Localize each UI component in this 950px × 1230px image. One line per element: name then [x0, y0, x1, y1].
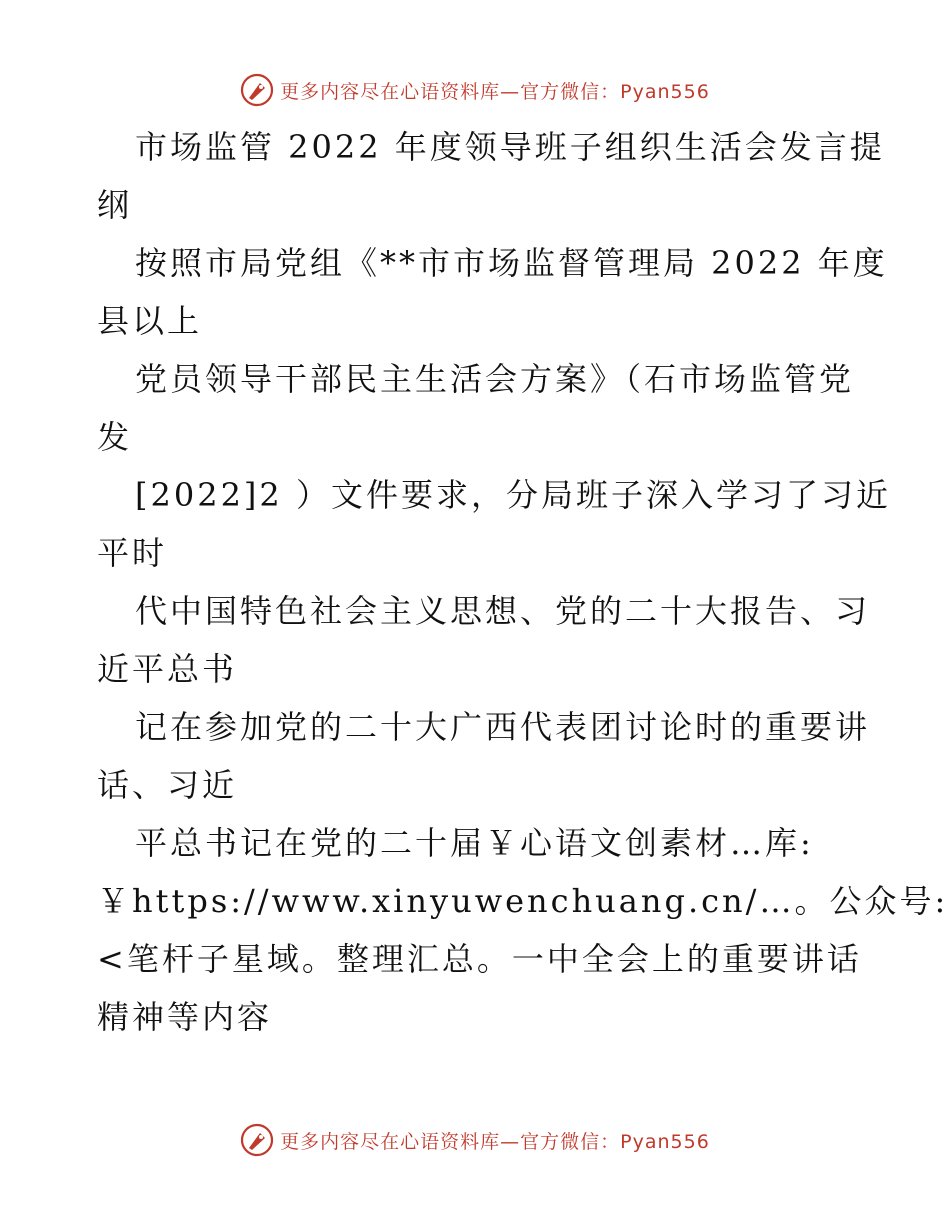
doc-line: [2022]2 ）文件要求，分局班子深入学习了习近: [135, 476, 891, 514]
doc-line: 按照市局党组《**市市场监督管理局 2022 年度: [135, 244, 888, 282]
doc-line: 党员领导干部民主生活会方案》（石市场监管党: [135, 360, 855, 398]
banner-text: 更多内容尽在心语资料库—官方微信：Pyan556: [280, 80, 710, 103]
footer-banner: [0, 1120, 950, 1160]
doc-line: 发: [97, 418, 133, 456]
doc-line: <笔杆子星域。整理汇总。一中全会上的重要讲话: [97, 940, 862, 978]
pen-nib-logo-icon: [240, 73, 274, 107]
doc-line: 代中国特色社会主义思想、党的二十大报告、习: [135, 592, 871, 630]
doc-line: 近平总书: [97, 650, 238, 688]
doc-line: 市场监管 2022 年度领导班子组织生活会发言提: [135, 128, 885, 166]
header-banner: [0, 70, 950, 110]
doc-line: 话、习近: [97, 766, 238, 804]
doc-line: 纲: [97, 186, 133, 224]
pen-nib-logo-icon: [240, 1123, 274, 1157]
doc-line: 精神等内容: [97, 998, 273, 1036]
doc-line: 记在参加党的二十大广西代表团讨论时的重要讲: [135, 708, 871, 746]
doc-line: 县以上: [97, 302, 203, 340]
doc-line: 平总书记在党的二十届￥心语文创素材…库:: [135, 824, 814, 862]
banner-text: 更多内容尽在心语资料库—官方微信：Pyan556: [280, 1130, 710, 1153]
doc-line: 平时: [97, 534, 168, 572]
doc-line: ￥https://www.xinyuwenchuang.cn/…。公众号:: [97, 882, 949, 920]
